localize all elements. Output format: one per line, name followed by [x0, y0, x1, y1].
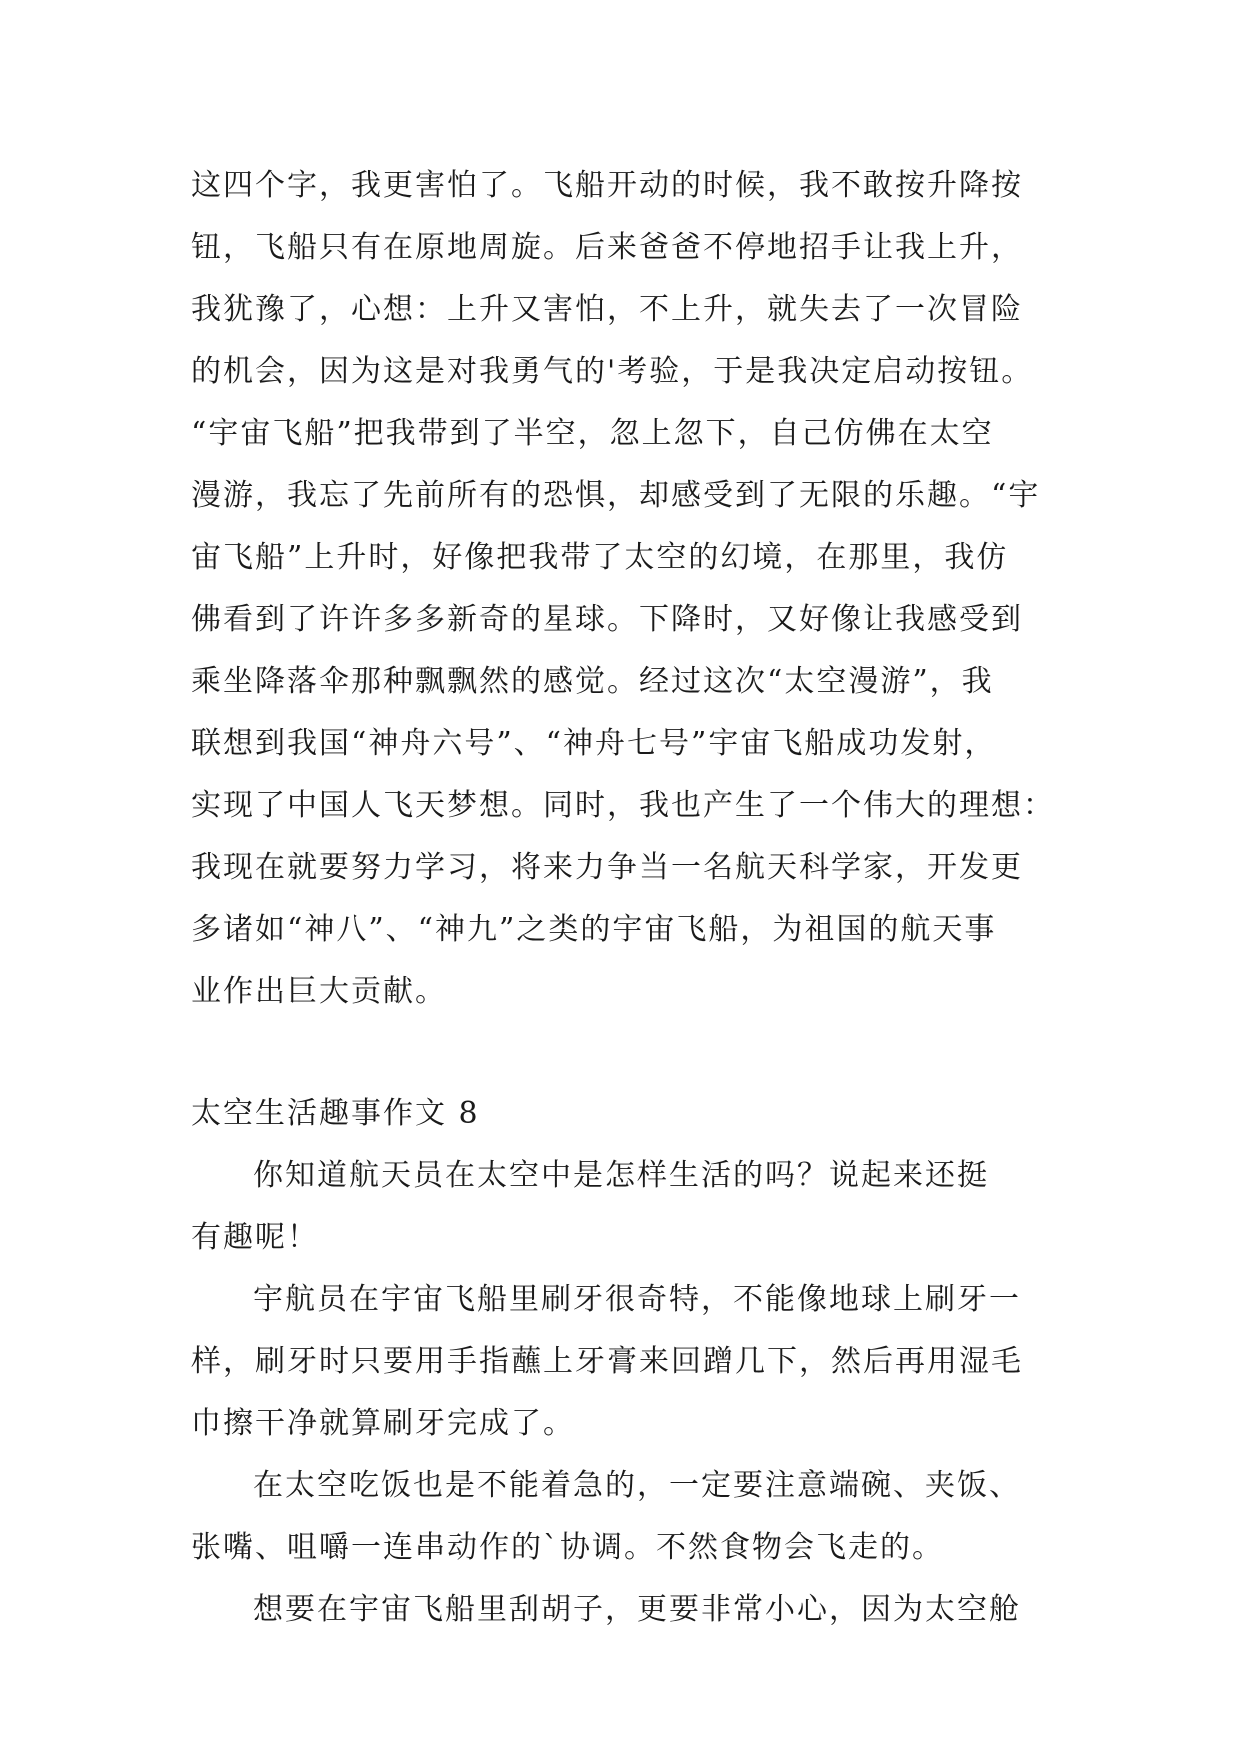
text-line: “宇宙飞船”把我带到了半空，忽上忽下，自己仿佛在太空: [191, 416, 994, 451]
text-line: 样，刷牙时只要用手指蘸上牙膏来回蹭几下，然后再用湿毛: [191, 1344, 1023, 1379]
text-line: 实现了中国人飞天梦想。同时，我也产生了一个伟大的理想：: [191, 788, 1055, 823]
text-line: 漫游，我忘了先前所有的恐惧，却感受到了无限的乐趣。“宇: [191, 478, 1041, 513]
text-line: 乘坐降落伞那种飘飘然的感觉。经过这次“太空漫游”，我: [191, 664, 994, 699]
text-line: 我现在就要努力学习，将来力争当一名航天科学家，开发更: [191, 850, 1023, 885]
text-line: 联想到我国“神舟六号”、“神舟七号”宇宙飞船成功发射，: [191, 726, 997, 761]
text-line: 佛看到了许许多多新奇的星球。下降时，又好像让我感受到: [191, 602, 1023, 637]
text-line: 张嘴、咀嚼一连串动作的`协调。不然食物会飞走的。: [191, 1530, 944, 1565]
text-line: 巾擦干净就算刷牙完成了。: [191, 1406, 575, 1441]
text-line: 钮，飞船只有在原地周旋。后来爸爸不停地招手让我上升，: [191, 230, 1023, 265]
text-line: 多诸如“神八”、“神九”之类的宇宙飞船，为祖国的航天事: [191, 912, 997, 947]
text-line: 在太空吃饭也是不能着急的，一定要注意端碗、夹饭、: [253, 1468, 1021, 1503]
section-title: 太空生活趣事作文 8: [191, 1096, 480, 1131]
text-line: 想要在宇宙飞船里刮胡子，更要非常小心，因为太空舱: [253, 1592, 1021, 1627]
text-line: 宇航员在宇宙飞船里刷牙很奇特，不能像地球上刷牙一: [253, 1282, 1021, 1317]
text-line: 我犹豫了，心想：上升又害怕，不上升，就失去了一次冒险: [191, 292, 1023, 327]
text-line: 业作出巨大贡献。: [191, 974, 447, 1009]
text-line: 这四个字，我更害怕了。飞船开动的时候，我不敢按升降按: [191, 168, 1023, 203]
text-line: 宙飞船”上升时，好像把我带了太空的幻境，在那里，我仿: [191, 540, 1009, 575]
text-line: 的机会，因为这是对我勇气的'考验，于是我决定启动按钮。: [191, 354, 1034, 389]
text-line: 你知道航天员在太空中是怎样生活的吗？说起来还挺: [253, 1158, 989, 1193]
text-line: 有趣呢！: [191, 1220, 319, 1255]
